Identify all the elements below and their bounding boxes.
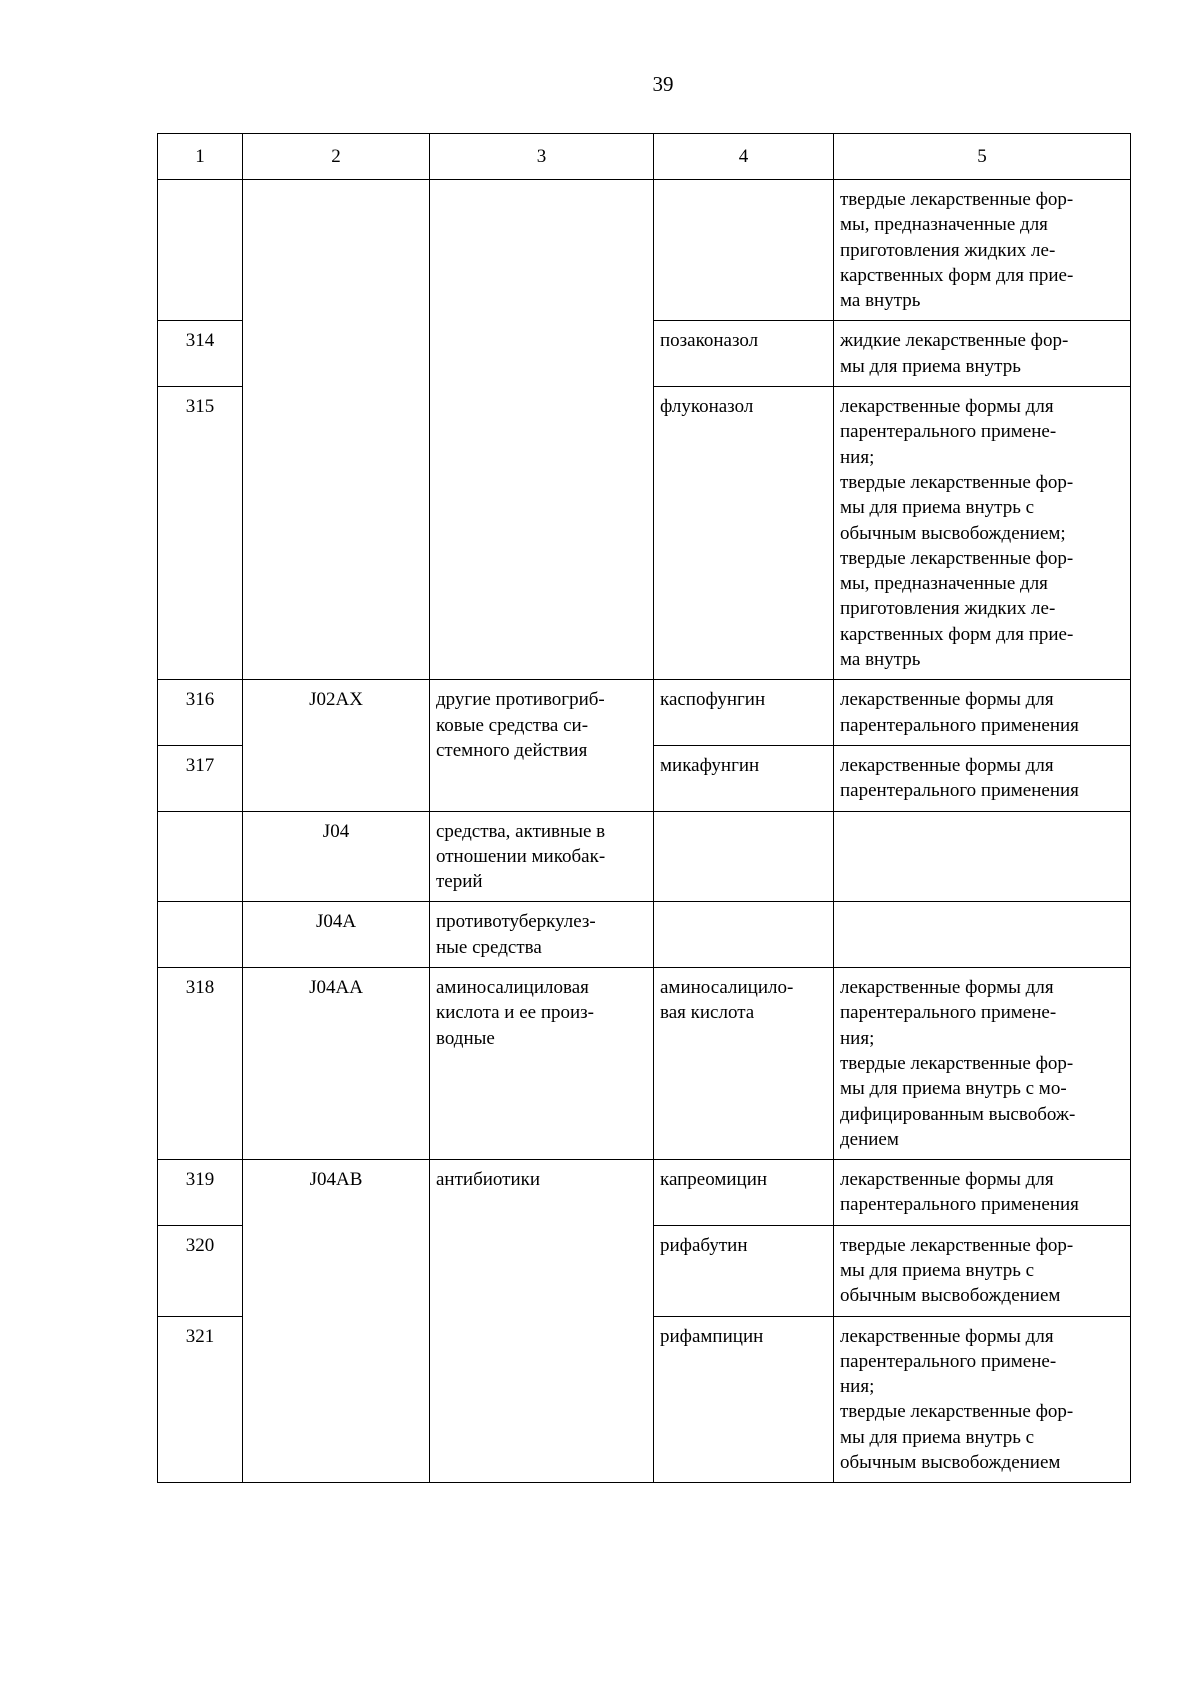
row-number: 314 bbox=[158, 321, 243, 387]
drug-name: позаконазол bbox=[654, 321, 834, 387]
row-number bbox=[158, 811, 243, 902]
atc-code-cell bbox=[243, 180, 430, 680]
drug-name: аминосалицило- вая кислота bbox=[654, 968, 834, 1160]
atc-code: J04AB bbox=[243, 1160, 430, 1483]
column-header-3: 3 bbox=[430, 134, 654, 180]
drug-name: микафунгин bbox=[654, 745, 834, 811]
drug-name bbox=[654, 180, 834, 321]
drug-name: рифабутин bbox=[654, 1225, 834, 1316]
pharmacological-group: другие противогриб- ковые средства си- стемного действия bbox=[430, 680, 654, 811]
drug-name: каспофунгин bbox=[654, 680, 834, 746]
row-number: 319 bbox=[158, 1160, 243, 1226]
dosage-form: лекарственные формы для парентерального применения bbox=[834, 1160, 1131, 1226]
dosage-form: лекарственные формы для парентерального применения bbox=[834, 745, 1131, 811]
dosage-form: лекарственные формы для парентерального применения bbox=[834, 680, 1131, 746]
row-number: 315 bbox=[158, 387, 243, 680]
pharmacological-group: антибиотики bbox=[430, 1160, 654, 1483]
dosage-form: лекарственные формы для парентерального примене- ния; твердые лекарственные фор- мы для приема внутрь с мо- дифицированным высвобож- дением bbox=[834, 968, 1131, 1160]
dosage-form: твердые лекарственные фор- мы, предназначенные для приготовления жидких ле- карственных форм для прие- ма внутрь bbox=[834, 180, 1131, 321]
table-row bbox=[158, 811, 1131, 902]
drug-name bbox=[654, 811, 834, 902]
table-row bbox=[158, 1160, 1131, 1226]
dosage-form bbox=[834, 902, 1131, 968]
dosage-form: лекарственные формы для парентерального примене- ния; твердые лекарственные фор- мы для приема внутрь с обычным высвобождением; твердые лекарственные фор- мы, предназначенные для приготовления жидких ле- карственных форм для прие- ма внутрь bbox=[834, 387, 1131, 680]
column-header-5: 5 bbox=[834, 134, 1131, 180]
row-number: 320 bbox=[158, 1225, 243, 1316]
dosage-form: жидкие лекарственные фор- мы для приема внутрь bbox=[834, 321, 1131, 387]
atc-code: J04AA bbox=[243, 968, 430, 1160]
page-number: 39 bbox=[652, 72, 674, 96]
dosage-form: лекарственные формы для парентерального примене- ния; твердые лекарственные фор- мы для приема внутрь с обычным высвобождением bbox=[834, 1316, 1131, 1483]
table-row bbox=[158, 968, 1131, 1160]
table-row bbox=[158, 680, 1131, 746]
row-number: 316 bbox=[158, 680, 243, 746]
row-number: 321 bbox=[158, 1316, 243, 1483]
drug-name: рифампицин bbox=[654, 1316, 834, 1483]
pharmacological-group: противотуберкулез- ные средства bbox=[430, 902, 654, 968]
drug-name bbox=[654, 902, 834, 968]
atc-code: J04A bbox=[243, 902, 430, 968]
table-row bbox=[158, 180, 1131, 321]
atc-code: J04 bbox=[243, 811, 430, 902]
dosage-form: твердые лекарственные фор- мы для приема внутрь с обычным высвобождением bbox=[834, 1225, 1131, 1316]
row-number bbox=[158, 902, 243, 968]
drug-name: капреомицин bbox=[654, 1160, 834, 1226]
row-number: 317 bbox=[158, 745, 243, 811]
row-number bbox=[158, 180, 243, 321]
table-row bbox=[158, 902, 1131, 968]
row-number: 318 bbox=[158, 968, 243, 1160]
dosage-form bbox=[834, 811, 1131, 902]
pharmacological-group: средства, активные в отношении микобак- терий bbox=[430, 811, 654, 902]
pharmacological-group-cell bbox=[430, 180, 654, 680]
column-header-2: 2 bbox=[243, 134, 430, 180]
drug-name: флуконазол bbox=[654, 387, 834, 680]
pharmacological-group: аминосалициловая кислота и ее произ- водные bbox=[430, 968, 654, 1160]
medicines-table bbox=[157, 133, 1131, 1483]
column-header-4: 4 bbox=[654, 134, 834, 180]
column-header-1: 1 bbox=[158, 134, 243, 180]
atc-code: J02AX bbox=[243, 680, 430, 811]
column-number-row bbox=[158, 134, 1131, 180]
